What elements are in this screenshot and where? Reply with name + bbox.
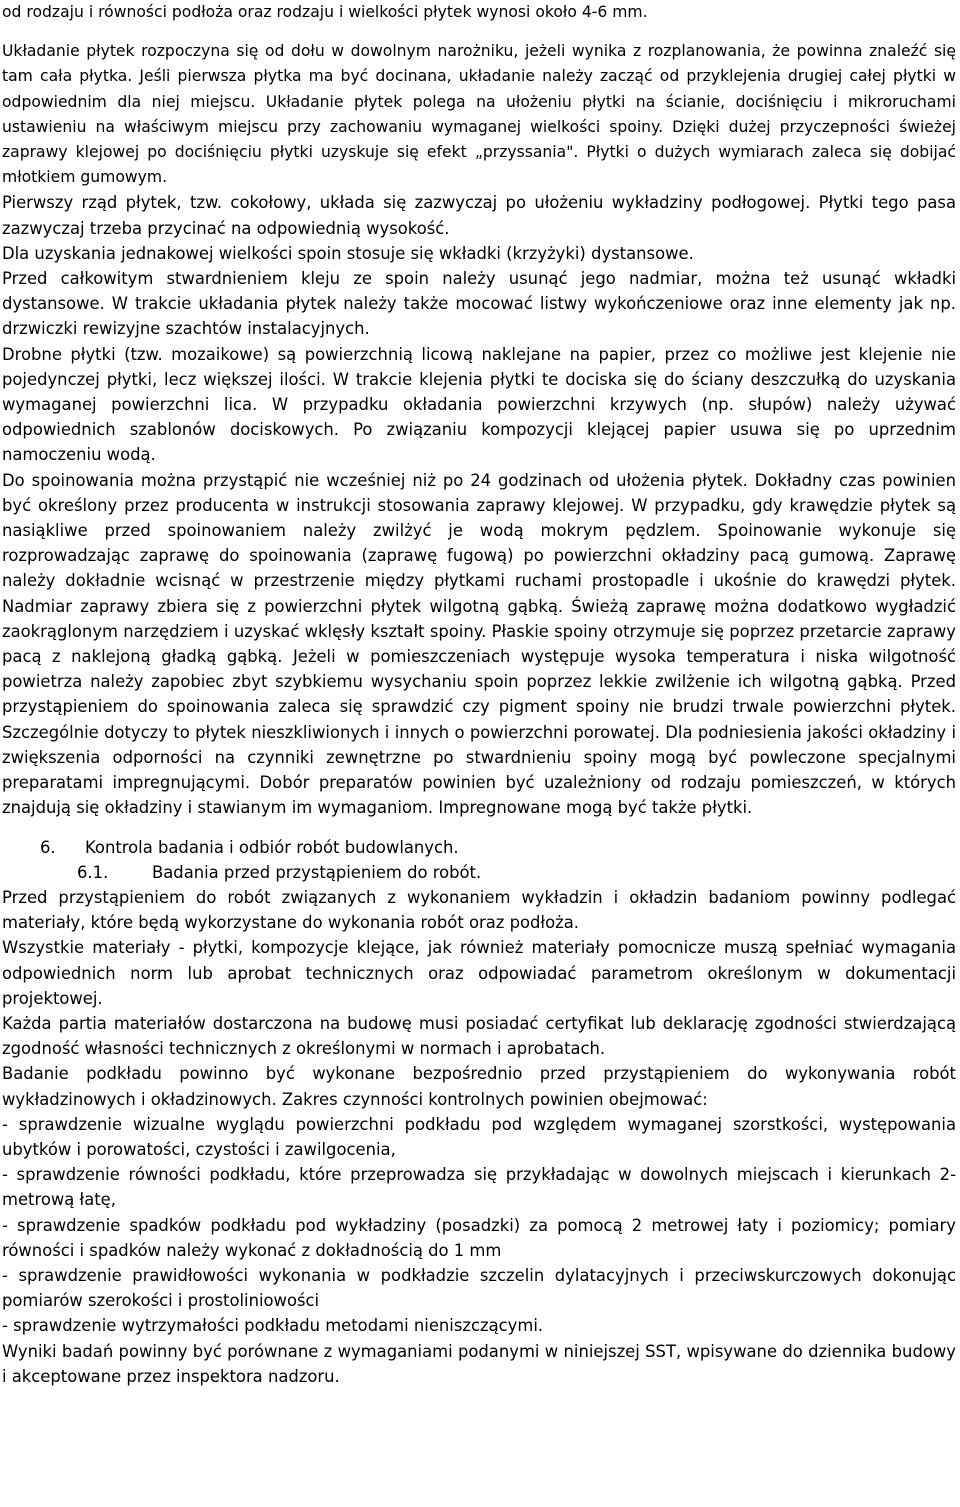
section-number: 6. [40, 837, 56, 857]
subsection-number: 6.1. [77, 862, 109, 882]
paragraph: Każda partia materiałów dostarczona na budowę musi posiadać certyfikat lub deklarację zgodności stwierdzającą zgodność własności technicznych z określonymi w normach i aprobatach. [2, 1013, 956, 1059]
paragraph: od rodzaju i równości podłoża oraz rodzaju i wielkości płytek wynosi około 4-6 mm. [2, 3, 648, 21]
list-item: - sprawdzenie spadków podkładu pod wykładziny (posadzki) za pomocą 2 metrowej łaty i poziomicy; pomiary równości i spadków należy wykonać z dokładnością do 1 mm [2, 1215, 956, 1260]
paragraph: Badanie podkładu powinno być wykonane bezpośrednio przed przystąpieniem do wykonywania robót wykładzinowych i okładzinowych. Zakres czynności kontrolnych powinien obejmować: [2, 1064, 956, 1109]
paragraph: Przed całkowitym stwardnieniem kleju ze spoin należy usunąć jego nadmiar, można też usunąć wkładki dystansowe. W trakcie układania płytek należy także mocować listwy wykończeniowe oraz inne elementy jak np. drzwiczki rewizyjne szachtów instalacyjnych. [2, 269, 956, 339]
section-title: Kontrola badania i odbiór robót budowlanych. [85, 837, 459, 857]
paragraph: Do spoinowania można przystąpić nie wcześniej niż po 24 godzinach od ułożenia płytek. Dokładny czas powinien być określony przez producenta w instrukcji stosowania zaprawy klejowej. W przypadku, gdy krawędzie płytek są nasiąkliwe przed spoinowaniem należy zwilżyć je wodą mokrym pędzlem. Spoinowanie wykonuje się rozprowadzając zaprawę do spoinowania (zaprawę fugową) po powierzchni okładziny pacą gumową. Zaprawę należy dokładnie wcisnąć w przestrzenie między płytkami ruchami prostopadle i ukośnie do krawędzi płytek. Nadmiar zaprawy zbiera się z powierzchni płytek wilgotną gąbką. Świeżą zaprawę można dodatkowo wygładzić zaokrąglonym narzędziem i uzyskać wklęsły kształt spoiny. Płaskie spoiny otrzymuje się poprzez przetarcie zaprawy pacą z naklejoną gładką gąbką. Jeżeli w pomieszczeniach występuje wysoka temperatura i niska wilgotność powietrza należy zapobiec zbyt szybkiemu wysychaniu spoin poprzez lekkie zwilżenie ich wilgotną gąbką. Przed przystąpieniem do spoinowania zaleca się sprawdzić czy pigment spoiny nie brudzi trwale powierzchni płytek. Szczególnie dotyczy to płytek nieszkliwionych i innych o powierzchni porowatej. Dla podniesienia jakości okładziny i zwiększenia odporności na czynniki zewnętrzne po stwardnieniu spoiny mogą być powleczone specjalnymi preparatami impregnującymi. Dobór preparatów powinien być uzależniony od rodzaju pomieszczeń, w których znajdują się okładziny i stawianym im wymaganiom. Impregnowane mogą być także płytki. [2, 470, 956, 818]
paragraph: Układanie płytek rozpoczyna się od dołu w dowolnym narożniku, jeżeli wynika z rozplanowania, że powinna znaleźć się tam cała płytka. Jeśli pierwsza płytka ma być docinana, układanie należy zacząć od przyklejenia drugiej całej płytki w odpowiednim dla niej miejscu. Układanie płytek polega na ułożeniu płytki na ścianie, dociśnięciu i mikroruchami ustawieniu na właściwym miejscu przy zachowaniu wymaganej wielkości spoiny. Dzięki dużej przyczepności świeżej zaprawy klejowej po dociśnięciu płytki uzyskuje się efekt „przyssania". Płytki o dużych wymiarach zaleca się dobijać młotkiem gumowym. [2, 42, 956, 187]
paragraph: Wyniki badań powinny być porównane z wymaganiami podanymi w niniejszej SST, wpisywane do dziennika budowy i akceptowane przez inspektora nadzoru. [2, 1341, 956, 1386]
paragraph: Dla uzyskania jednakowej wielkości spoin stosuje się wkładki (krzyżyki) dystansowe. [2, 243, 694, 263]
list-item: - sprawdzenie wytrzymałości podkładu metodami nieniszczącymi. [2, 1316, 544, 1336]
list-item: - sprawdzenie wizualne wyglądu powierzchni podkładu pod względem wymaganej szorstkości, występowania ubytków i porowatości, czystości i zawilgocenia, [2, 1114, 956, 1159]
paragraph: Drobne płytki (tzw. mozaikowe) są powierzchnią licową naklejane na papier, przez co możliwe jest klejenie nie pojedynczej płytki, lecz większej ilości. W trakcie klejenia płytki te dociska się do ściany deszczułką do uzyskania wymaganej powierzchni lica. W przypadku okładania powierzchni krzywych (np. słupów) należy używać odpowiednich szablonów dociskowych. Po związaniu kompozycji klejącej papier usuwa się po uprzednim namoczeniu wodą. [2, 344, 956, 465]
paragraph: Przed przystąpieniem do robót związanych z wykonaniem wykładzin i okładzin badaniom powinny podlegać materiały, które będą wykorzystane do wykonania robót oraz podłoża. [2, 887, 956, 933]
list-item: - sprawdzenie prawidłowości wykonania w podkładzie szczelin dylatacyjnych i przeciwskurczowych dokonując pomiarów szerokości i prostoliniowości [2, 1265, 956, 1311]
list-item: - sprawdzenie równości podkładu, które przeprowadza się przykładając w dowolnych miejscach i kierunkach 2-metrową łatę, [2, 1165, 956, 1210]
subsection-title: Badania przed przystąpieniem do robót. [152, 862, 482, 882]
paragraph: Wszystkie materiały - płytki, kompozycje klejące, jak również materiały pomocnicze muszą spełniać wymagania odpowiednich norm lub aprobat technicznych oraz odpowiadać parametrom określonym w dokumentacji projektowej. [2, 938, 956, 1008]
section-heading [2, 835, 956, 860]
paragraph: Pierwszy rząd płytek, tzw. cokołowy, układa się zazwyczaj po ułożeniu wykładziny podłogowej. Płytki tego pasa zazwyczaj trzeba przycinać na odpowiednią wysokość. [2, 193, 956, 238]
subsection-heading [2, 860, 956, 885]
